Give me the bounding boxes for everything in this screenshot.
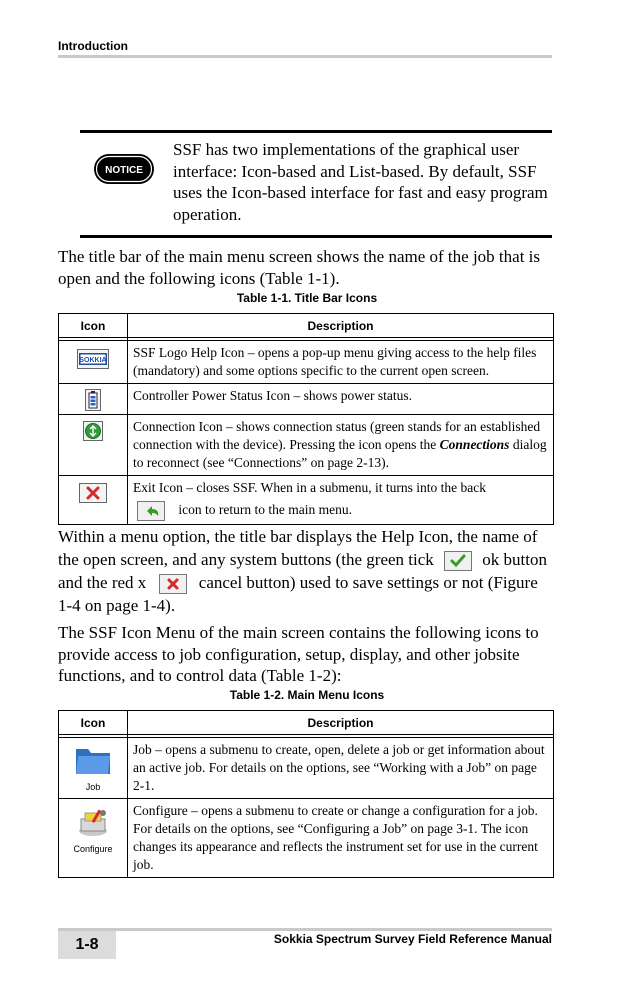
- table-row: [59, 415, 554, 476]
- configure-icon: [63, 807, 123, 854]
- table1-row-text: Controller Power Status Icon – shows power status.: [128, 384, 554, 415]
- main-menu-icons-table: [58, 710, 554, 878]
- table1-col-description: Description: [128, 314, 554, 338]
- title-bar-icons-table: [58, 313, 554, 525]
- back-icon: [137, 501, 165, 521]
- cancel-x-icon: [159, 574, 187, 594]
- intro-paragraph: The title bar of the main menu screen shows the name of the job that is open and the following icons (Table 1-1).: [58, 247, 541, 288]
- notice-box: [80, 130, 552, 238]
- ok-check-icon: [444, 551, 472, 571]
- notice-badge-label: NOTICE: [105, 165, 143, 176]
- page-number: 1-8: [58, 931, 116, 959]
- icon-menu-paragraph: The SSF Icon Menu of the main screen contains the following icons to provide access to job configuration, setup, display, and other jobsite functions, and to control data (Table 1-2):: [58, 623, 539, 685]
- table-row: [59, 341, 554, 384]
- table-row: [59, 476, 554, 525]
- table1-row-text-continued: icon to return to the main menu.: [178, 502, 352, 518]
- manual-title: Sokkia Spectrum Survey Field Reference Manual: [273, 932, 552, 946]
- header-rule: [58, 55, 552, 58]
- exit-icon: [79, 483, 107, 503]
- footer-rule: [58, 928, 552, 931]
- notice-text: SSF has two implementations of the graphical user interface: Icon-based and List-based. By default, SSF uses the Icon-based interface for fast and easy program operation.: [173, 140, 548, 224]
- configure-icon-label: Configure: [73, 844, 113, 854]
- title-bar-paragraph: Within a menu option, the title bar displays the Help Icon, the name of the open screen, and any system buttons (the green tick ok button and the red x cancel button) used to save settings or not (Figure 1-4 on page 1-4).: [58, 527, 547, 616]
- table2-col-description: Description: [128, 711, 554, 735]
- section-header: Introduction: [58, 39, 128, 53]
- table1-row-text: Exit Icon – closes SSF. When in a submenu, it turns into the back: [133, 480, 487, 495]
- job-icon-label: Job: [85, 782, 101, 792]
- table-row: [59, 799, 554, 878]
- sokkia-logo-icon: [77, 349, 109, 369]
- table1-caption: Table 1-1. Title Bar Icons: [236, 291, 378, 305]
- connection-icon: [83, 421, 103, 441]
- job-folder-icon: [71, 743, 115, 792]
- notice-icon: [93, 153, 155, 185]
- table2-col-icon: Icon: [59, 711, 128, 735]
- table2-row-text: Configure – opens a submenu to create or change a configuration for a job. For details on the options, see “Configuring a Job” on page 3-1. The icon changes its appearance and reflects the instrument set for use in the current job.: [128, 799, 554, 878]
- table-row: [59, 384, 554, 415]
- table2-row-text: Job – opens a submenu to create, open, delete a job or get information about an active job. For details on the options, see “Working with a Job” on page 2-1.: [128, 738, 554, 799]
- table1-col-icon: Icon: [59, 314, 128, 338]
- table-row: [59, 738, 554, 799]
- svg-text:SOKKIA: SOKKIA: [79, 357, 107, 364]
- connections-dialog-name: Connections: [439, 437, 510, 452]
- table1-row-text: Connection Icon – shows connection status (green stands for an established connection with the device). Pressing the icon opens the Connections dialog to reconnect (see “Connections” on page 2-13).: [128, 415, 554, 476]
- battery-icon: [85, 389, 101, 411]
- table2-caption: Table 1-2. Main Menu Icons: [229, 688, 385, 702]
- table1-row-text: SSF Logo Help Icon – opens a pop-up menu giving access to the help files (mandatory) and some options specific to the current open screen.: [128, 341, 554, 384]
